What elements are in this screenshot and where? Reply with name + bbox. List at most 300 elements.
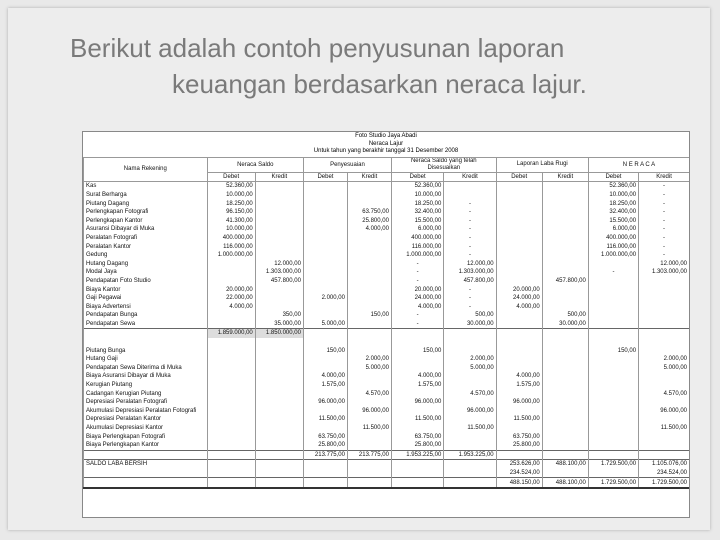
amount-cell: 234.524,00 xyxy=(496,469,542,478)
amount-cell: 457.800,00 xyxy=(255,277,303,286)
amount-cell xyxy=(444,338,496,347)
amount-cell xyxy=(255,216,303,225)
amount-cell xyxy=(303,364,347,373)
amount-cell xyxy=(639,415,689,424)
amount-cell: 4.570,00 xyxy=(639,389,689,398)
amount-cell xyxy=(347,294,391,303)
amount-cell: 150,00 xyxy=(391,346,443,355)
account-name xyxy=(84,478,208,488)
amount-cell: 488.100,00 xyxy=(542,478,588,488)
amount-cell xyxy=(255,372,303,381)
account-name: Peralatan Kantor xyxy=(84,242,208,251)
amount-cell xyxy=(303,478,347,488)
amount-cell xyxy=(255,338,303,347)
amount-cell xyxy=(391,364,443,373)
amount-cell xyxy=(588,389,638,398)
amount-cell xyxy=(391,424,443,433)
amount-cell xyxy=(347,441,391,450)
amount-cell: 18.250,00 xyxy=(207,199,255,208)
amount-cell: 488.100,00 xyxy=(542,460,588,469)
amount-cell: 20.000,00 xyxy=(496,285,542,294)
amount-cell xyxy=(255,302,303,311)
table-row xyxy=(84,234,690,243)
amount-cell: 150,00 xyxy=(303,346,347,355)
amount-cell xyxy=(391,478,443,488)
amount-cell xyxy=(444,381,496,390)
table-row xyxy=(84,191,690,200)
sub-col-kredit: Kredit xyxy=(542,172,588,182)
amount-cell: 30.000,00 xyxy=(444,320,496,329)
amount-cell xyxy=(639,329,689,338)
amount-cell xyxy=(542,415,588,424)
amount-cell: 116.000,00 xyxy=(207,242,255,251)
amount-cell: 1.303.000,00 xyxy=(255,268,303,277)
amount-cell xyxy=(303,216,347,225)
amount-cell xyxy=(496,329,542,338)
account-name: Depresiasi Peralatan Kantor xyxy=(84,415,208,424)
amount-cell xyxy=(255,381,303,390)
amount-cell xyxy=(588,372,638,381)
amount-cell xyxy=(255,294,303,303)
table-row xyxy=(84,415,690,424)
amount-cell xyxy=(347,469,391,478)
amount-cell xyxy=(542,372,588,381)
amount-cell: 24.000,00 xyxy=(391,294,443,303)
table-row xyxy=(84,259,690,268)
slide-title-line-2: keuangan berdasarkan neraca lajur. xyxy=(172,69,587,99)
amount-cell xyxy=(255,478,303,488)
amount-cell xyxy=(444,415,496,424)
amount-cell xyxy=(255,234,303,243)
amount-cell xyxy=(347,268,391,277)
amount-cell xyxy=(588,424,638,433)
amount-cell xyxy=(347,251,391,260)
amount-cell: 4.570,00 xyxy=(444,389,496,398)
amount-cell: 116.000,00 xyxy=(391,242,443,251)
table-row xyxy=(84,329,690,338)
amount-cell: 1.000.000,00 xyxy=(391,251,443,260)
account-name: Cadangan Kerugian Piutang xyxy=(84,389,208,398)
amount-cell: - xyxy=(444,242,496,251)
amount-cell xyxy=(542,182,588,191)
amount-cell xyxy=(588,329,638,338)
amount-cell: 10.000,00 xyxy=(588,191,638,200)
amount-cell: - xyxy=(639,208,689,217)
amount-cell xyxy=(207,355,255,364)
amount-cell xyxy=(347,372,391,381)
amount-cell xyxy=(542,381,588,390)
amount-cell xyxy=(207,268,255,277)
amount-cell: 52.360,00 xyxy=(391,182,443,191)
amount-cell xyxy=(391,329,443,338)
amount-cell: - xyxy=(639,191,689,200)
amount-cell xyxy=(542,398,588,407)
amount-cell xyxy=(588,285,638,294)
amount-cell xyxy=(588,415,638,424)
amount-cell: 1.575,00 xyxy=(391,381,443,390)
amount-cell xyxy=(207,441,255,450)
amount-cell xyxy=(347,338,391,347)
amount-cell: 41.300,00 xyxy=(207,216,255,225)
sub-col-debet: Debet xyxy=(207,172,255,182)
amount-cell xyxy=(639,338,689,347)
amount-cell: 150,00 xyxy=(588,346,638,355)
amount-cell: 18.250,00 xyxy=(391,199,443,208)
amount-cell: 6.000,00 xyxy=(391,225,443,234)
table-row xyxy=(84,364,690,373)
amount-cell xyxy=(255,469,303,478)
col-neraca-saldo: Neraca Saldo xyxy=(207,158,303,173)
amount-cell: 457.800,00 xyxy=(542,277,588,286)
amount-cell: 1.953.225,00 xyxy=(444,450,496,460)
amount-cell: 32.400,00 xyxy=(391,208,443,217)
sub-col-debet: Debet xyxy=(303,172,347,182)
table-row xyxy=(84,216,690,225)
amount-cell xyxy=(639,294,689,303)
amount-cell xyxy=(496,450,542,460)
amount-cell xyxy=(496,225,542,234)
amount-cell xyxy=(347,285,391,294)
amount-cell xyxy=(255,242,303,251)
amount-cell: 5.000,00 xyxy=(639,364,689,373)
amount-cell xyxy=(496,234,542,243)
amount-cell: 5.000,00 xyxy=(444,364,496,373)
amount-cell xyxy=(207,389,255,398)
table-row xyxy=(84,424,690,433)
table-row xyxy=(84,277,690,286)
amount-cell xyxy=(542,294,588,303)
amount-cell xyxy=(303,259,347,268)
amount-cell: 4.570,00 xyxy=(347,389,391,398)
amount-cell: 11.500,00 xyxy=(639,424,689,433)
table-row xyxy=(84,285,690,294)
amount-cell: 1.000.000,00 xyxy=(207,251,255,260)
amount-cell: - xyxy=(444,234,496,243)
amount-cell xyxy=(542,407,588,416)
amount-cell xyxy=(303,338,347,347)
amount-cell: 10.000,00 xyxy=(391,191,443,200)
amount-cell xyxy=(444,441,496,450)
amount-cell xyxy=(588,277,638,286)
amount-cell xyxy=(542,469,588,478)
amount-cell xyxy=(255,251,303,260)
amount-cell xyxy=(542,199,588,208)
table-row xyxy=(84,389,690,398)
amount-cell xyxy=(588,450,638,460)
amount-cell xyxy=(207,469,255,478)
amount-cell xyxy=(255,441,303,450)
amount-cell xyxy=(207,460,255,469)
amount-cell: 24.000,00 xyxy=(496,294,542,303)
amount-cell xyxy=(496,277,542,286)
amount-cell: 4.000,00 xyxy=(496,372,542,381)
account-name xyxy=(84,450,208,460)
amount-cell xyxy=(255,407,303,416)
amount-cell xyxy=(542,234,588,243)
amount-cell: 10.000,00 xyxy=(207,225,255,234)
amount-cell: 15.500,00 xyxy=(391,216,443,225)
amount-cell: - xyxy=(444,199,496,208)
amount-cell xyxy=(303,277,347,286)
sub-col-debet: Debet xyxy=(496,172,542,182)
amount-cell xyxy=(639,311,689,320)
amount-cell xyxy=(347,346,391,355)
amount-cell xyxy=(255,460,303,469)
table-row xyxy=(84,407,690,416)
account-name xyxy=(84,329,208,338)
amount-cell: 96.000,00 xyxy=(639,407,689,416)
amount-cell: 1.729.500,00 xyxy=(639,478,689,488)
amount-cell: 52.360,00 xyxy=(588,182,638,191)
amount-cell: 25.800,00 xyxy=(303,441,347,450)
amount-cell xyxy=(303,182,347,191)
amount-cell: 96.000,00 xyxy=(391,398,443,407)
amount-cell: 32.400,00 xyxy=(588,208,638,217)
amount-cell xyxy=(207,407,255,416)
amount-cell xyxy=(444,469,496,478)
amount-cell: 10.000,00 xyxy=(207,191,255,200)
amount-cell: 253.626,00 xyxy=(496,460,542,469)
amount-cell xyxy=(303,225,347,234)
table-row xyxy=(84,311,690,320)
amount-cell xyxy=(303,424,347,433)
amount-cell xyxy=(207,398,255,407)
table-row xyxy=(84,398,690,407)
amount-cell: 22.000,00 xyxy=(207,294,255,303)
amount-cell xyxy=(639,346,689,355)
amount-cell xyxy=(588,432,638,441)
account-name: Gedung xyxy=(84,251,208,260)
amount-cell xyxy=(542,225,588,234)
amount-cell xyxy=(588,338,638,347)
amount-cell: 18.250,00 xyxy=(588,199,638,208)
amount-cell xyxy=(391,389,443,398)
amount-cell: 96.000,00 xyxy=(496,398,542,407)
sub-col-debet: Debet xyxy=(391,172,443,182)
amount-cell xyxy=(303,285,347,294)
amount-cell: 1.953.225,00 xyxy=(391,450,443,460)
amount-cell: 63.750,00 xyxy=(347,208,391,217)
amount-cell: - xyxy=(391,320,443,329)
amount-cell xyxy=(588,355,638,364)
col-nama-rekening: Nama Rekening xyxy=(84,158,208,182)
amount-cell xyxy=(347,242,391,251)
amount-cell xyxy=(588,381,638,390)
amount-cell xyxy=(542,441,588,450)
amount-cell: - xyxy=(639,199,689,208)
amount-cell xyxy=(496,259,542,268)
amount-cell xyxy=(542,285,588,294)
period-text: Untuk tahun yang berakhir tanggal 31 Desember 2008 xyxy=(313,148,459,154)
amount-cell: 4.000,00 xyxy=(207,302,255,311)
amount-cell xyxy=(496,338,542,347)
amount-cell: 25.800,00 xyxy=(391,441,443,450)
amount-cell: 400.000,00 xyxy=(207,234,255,243)
amount-cell: 12.000,00 xyxy=(639,259,689,268)
amount-cell xyxy=(496,251,542,260)
amount-cell: 35.000,00 xyxy=(255,320,303,329)
account-name: Akumulasi Depresiasi Kantor xyxy=(84,424,208,433)
amount-cell xyxy=(542,329,588,338)
amount-cell xyxy=(496,208,542,217)
amount-cell xyxy=(639,320,689,329)
amount-cell xyxy=(303,234,347,243)
amount-cell: 457.800,00 xyxy=(444,277,496,286)
slide-title-line-1: Berikut adalah contoh penyusunan laporan xyxy=(70,33,565,63)
amount-cell xyxy=(255,208,303,217)
amount-cell xyxy=(496,182,542,191)
amount-cell xyxy=(588,469,638,478)
amount-cell xyxy=(444,329,496,338)
amount-cell: 1.729.500,00 xyxy=(588,478,638,488)
amount-cell xyxy=(588,364,638,373)
amount-cell: - xyxy=(391,268,443,277)
amount-cell xyxy=(588,407,638,416)
sub-col-kredit: Kredit xyxy=(347,172,391,182)
amount-cell xyxy=(444,398,496,407)
account-name: Gaji Pegawai xyxy=(84,294,208,303)
amount-cell xyxy=(303,191,347,200)
amount-cell: - xyxy=(391,311,443,320)
amount-cell: 4.000,00 xyxy=(347,225,391,234)
amount-cell xyxy=(496,389,542,398)
table-row xyxy=(84,338,690,347)
amount-cell xyxy=(444,346,496,355)
amount-cell xyxy=(207,364,255,373)
amount-cell xyxy=(303,469,347,478)
table-row xyxy=(84,432,690,441)
amount-cell: 500,00 xyxy=(444,311,496,320)
table-row xyxy=(84,381,690,390)
amount-cell xyxy=(444,478,496,488)
amount-cell: 96.000,00 xyxy=(347,407,391,416)
amount-cell: 96.000,00 xyxy=(303,398,347,407)
account-name: Perlengkapan Kantor xyxy=(84,216,208,225)
amount-cell xyxy=(347,191,391,200)
amount-cell: - xyxy=(444,302,496,311)
table-row xyxy=(84,182,690,191)
amount-cell xyxy=(588,302,638,311)
amount-cell: 11.500,00 xyxy=(391,415,443,424)
amount-cell xyxy=(496,216,542,225)
account-name: Kas xyxy=(84,182,208,191)
amount-cell xyxy=(207,320,255,329)
account-name: Akumulasi Depresiasi Peralatan Fotografi xyxy=(84,407,208,416)
account-name: Peralatan Fotografi xyxy=(84,234,208,243)
amount-cell: 234.524,00 xyxy=(639,469,689,478)
amount-cell xyxy=(444,460,496,469)
amount-cell: 11.500,00 xyxy=(444,424,496,433)
amount-cell xyxy=(255,355,303,364)
amount-cell: - xyxy=(639,242,689,251)
amount-cell xyxy=(391,407,443,416)
account-name: SALDO LABA BERSIH xyxy=(84,460,208,469)
amount-cell xyxy=(347,277,391,286)
amount-cell: - xyxy=(639,234,689,243)
amount-cell: 12.000,00 xyxy=(255,259,303,268)
amount-cell: - xyxy=(391,277,443,286)
amount-cell xyxy=(496,407,542,416)
account-name: Asuransi Dibayar di Muka xyxy=(84,225,208,234)
amount-cell xyxy=(303,251,347,260)
amount-cell: - xyxy=(444,294,496,303)
amount-cell: - xyxy=(391,259,443,268)
amount-cell xyxy=(542,389,588,398)
amount-cell: 11.500,00 xyxy=(303,415,347,424)
account-name: Surat Berharga xyxy=(84,191,208,200)
amount-cell xyxy=(496,355,542,364)
amount-cell xyxy=(588,398,638,407)
amount-cell xyxy=(542,242,588,251)
sub-col-kredit: Kredit xyxy=(639,172,689,182)
amount-cell xyxy=(542,338,588,347)
amount-cell xyxy=(303,311,347,320)
amount-cell xyxy=(255,432,303,441)
sub-col-debet: Debet xyxy=(588,172,638,182)
amount-cell: 1.000.000,00 xyxy=(588,251,638,260)
amount-cell: 63.750,00 xyxy=(391,432,443,441)
account-name: Pendapatan Foto Studio xyxy=(84,277,208,286)
amount-cell: 1.575,00 xyxy=(303,381,347,390)
amount-cell: 11.500,00 xyxy=(347,424,391,433)
company-name: Foto Studio Jaya Abadi xyxy=(355,133,417,139)
amount-cell xyxy=(347,460,391,469)
amount-cell: 150,00 xyxy=(347,311,391,320)
amount-cell xyxy=(542,346,588,355)
amount-cell xyxy=(255,389,303,398)
account-name: Perlengkapan Fotografi xyxy=(84,208,208,217)
account-name: Modal Jaya xyxy=(84,268,208,277)
amount-cell xyxy=(588,311,638,320)
amount-cell xyxy=(496,268,542,277)
table-row xyxy=(84,355,690,364)
amount-cell: 4.000,00 xyxy=(303,372,347,381)
table-row xyxy=(84,199,690,208)
table-row xyxy=(84,208,690,217)
amount-cell: 2.000,00 xyxy=(303,294,347,303)
table-row xyxy=(84,372,690,381)
amount-cell xyxy=(347,329,391,338)
amount-cell: 2.000,00 xyxy=(444,355,496,364)
amount-cell: 1.303.000,00 xyxy=(639,268,689,277)
table-row xyxy=(84,441,690,450)
amount-cell xyxy=(588,294,638,303)
worksheet-header xyxy=(83,132,689,158)
amount-cell: 63.750,00 xyxy=(303,432,347,441)
amount-cell: 52.360,00 xyxy=(207,182,255,191)
worksheet-image xyxy=(82,131,690,518)
amount-cell xyxy=(542,302,588,311)
table-row xyxy=(84,302,690,311)
amount-cell: 1.729.500,00 xyxy=(588,460,638,469)
amount-cell xyxy=(303,407,347,416)
amount-cell: 5.000,00 xyxy=(347,364,391,373)
account-name: Biaya Perlengkapan Kantor xyxy=(84,441,208,450)
amount-cell: - xyxy=(639,182,689,191)
account-name: Kerugian Piutang xyxy=(84,381,208,390)
amount-cell xyxy=(255,424,303,433)
amount-cell xyxy=(303,460,347,469)
slide-title xyxy=(60,30,700,102)
amount-cell xyxy=(347,259,391,268)
amount-cell xyxy=(255,225,303,234)
amount-cell: 1.303.000,00 xyxy=(444,268,496,277)
amount-cell: 400.000,00 xyxy=(391,234,443,243)
amount-cell xyxy=(255,415,303,424)
document-name: Neraca Lajur xyxy=(368,140,404,147)
amount-cell xyxy=(255,398,303,407)
amount-cell: - xyxy=(639,225,689,234)
